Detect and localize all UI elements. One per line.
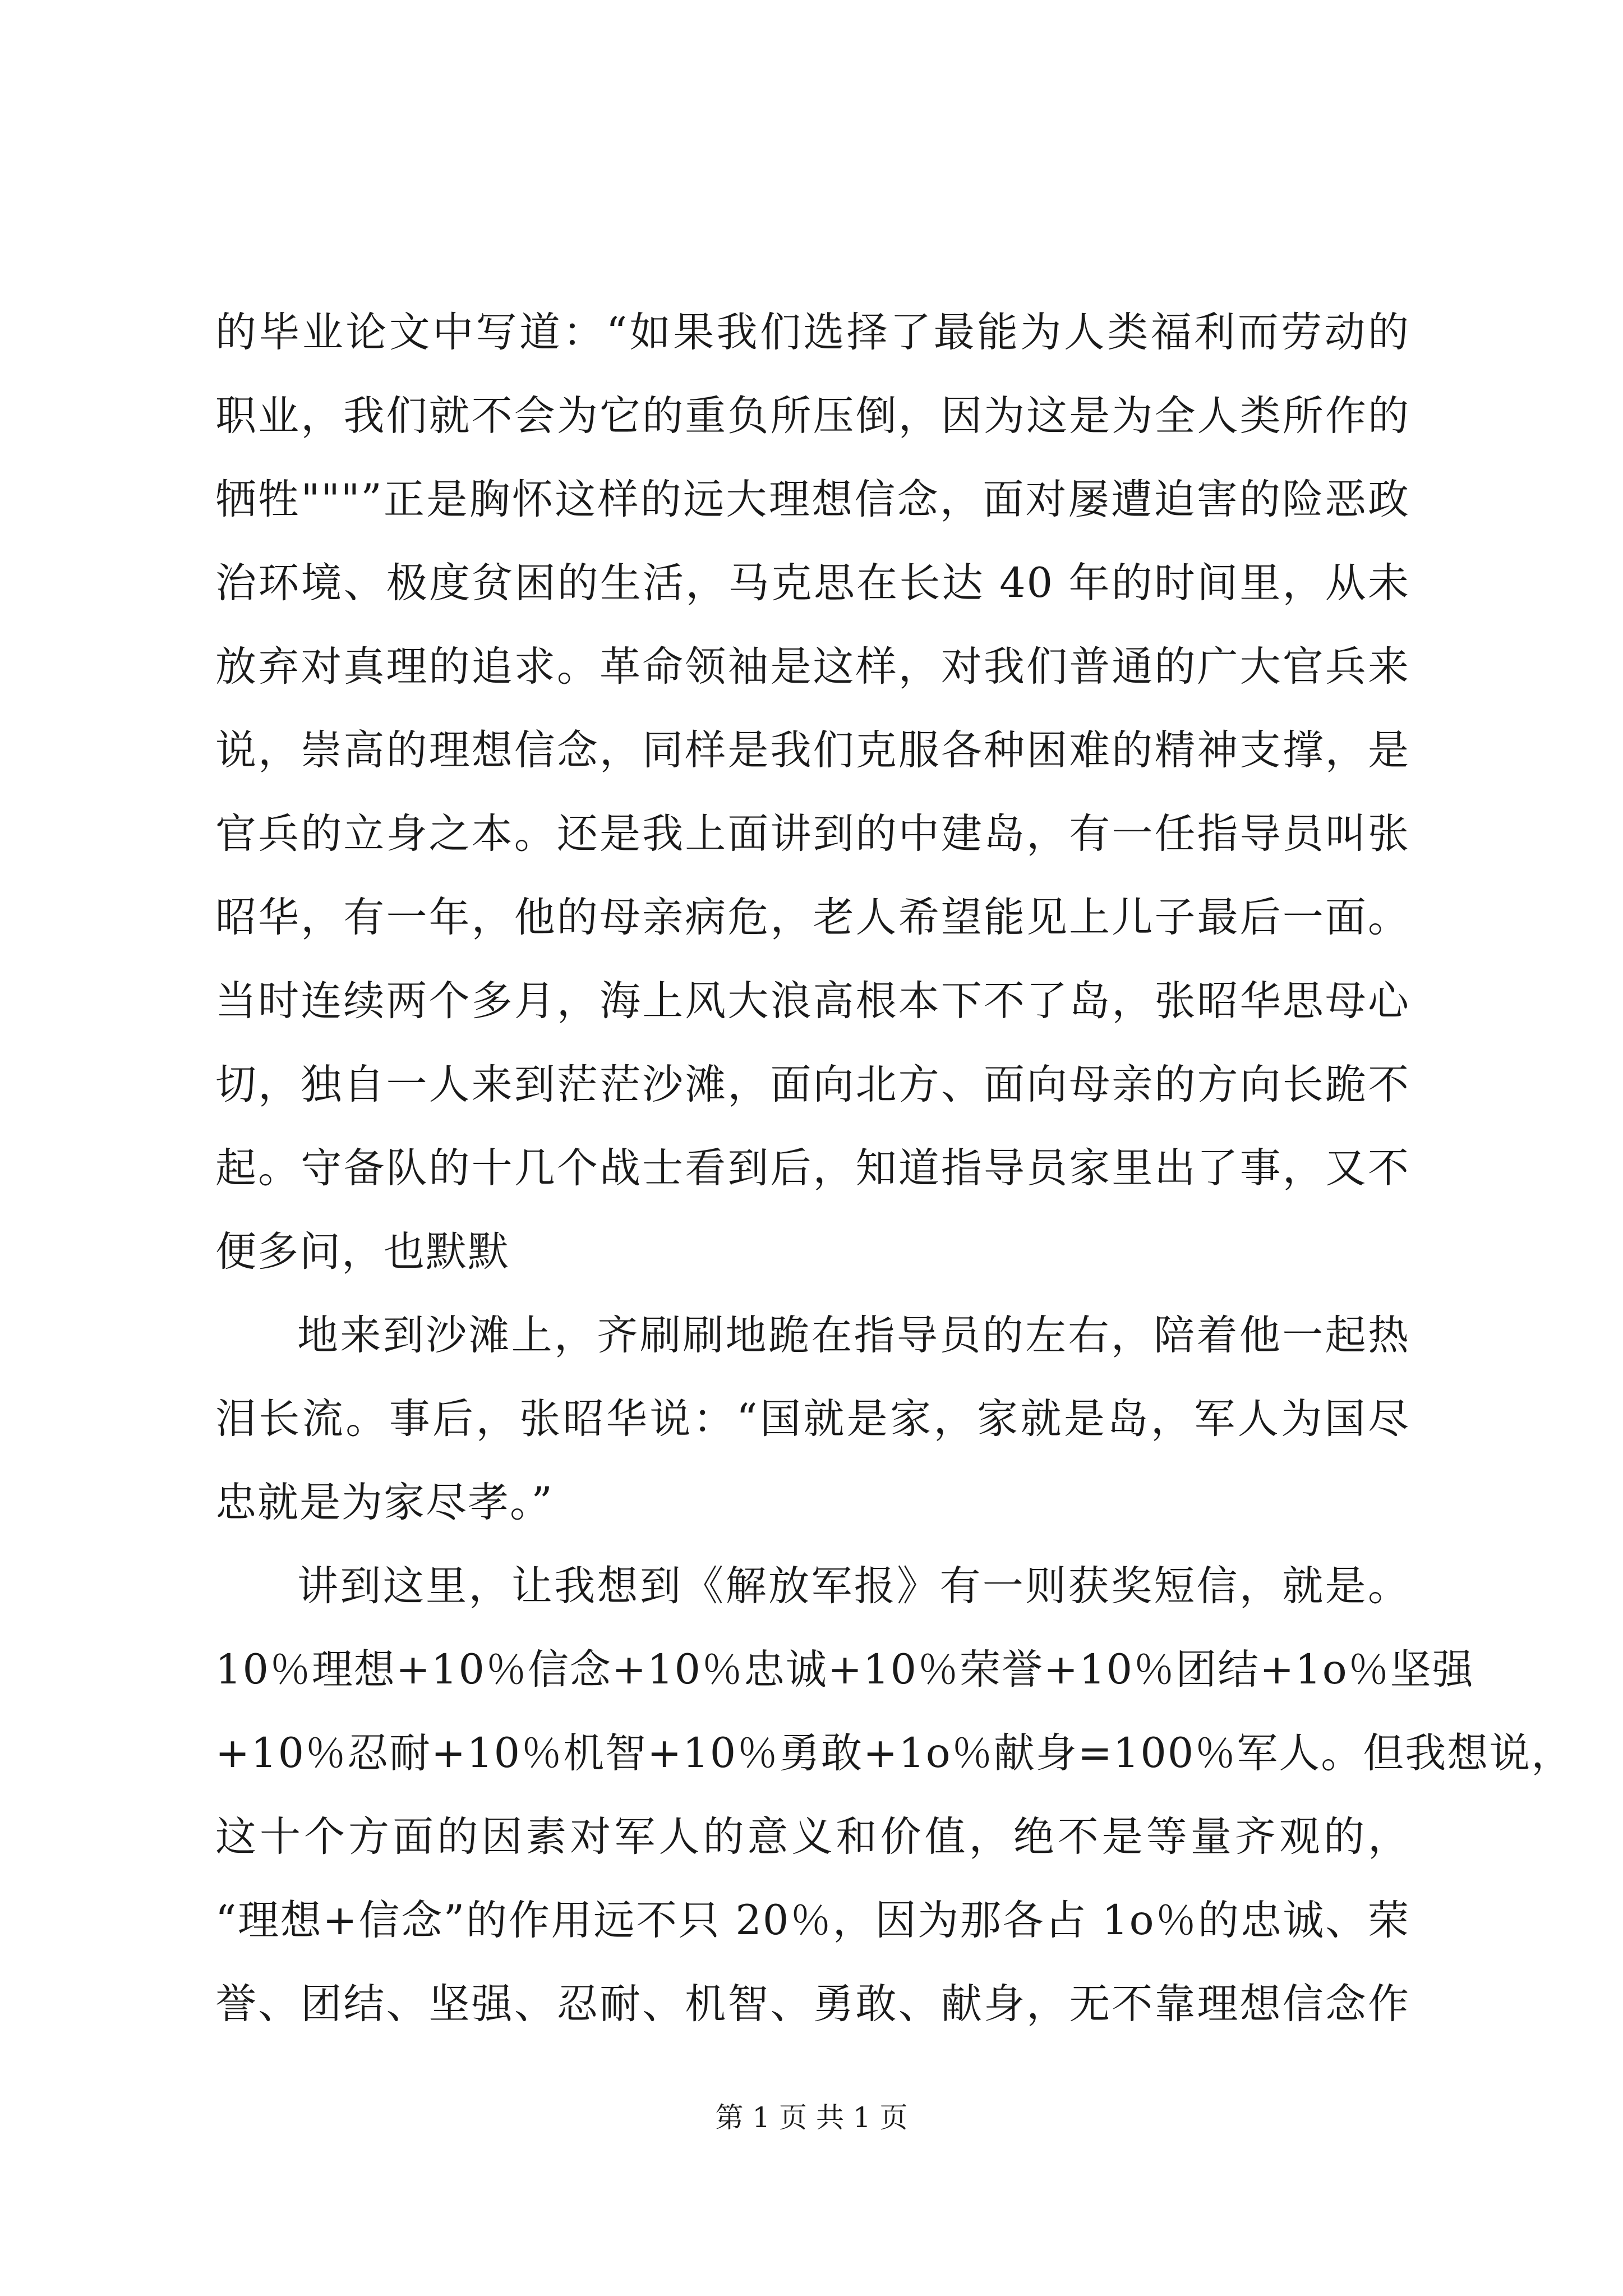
page-number-footer: 第 1 页 共 1 页: [715, 2101, 908, 2134]
text-line: 誉、团结、坚强、忍耐、机智、勇敢、献身，无不靠理想信念作: [215, 1980, 1410, 2028]
text-line: 的毕业论文中写道：“如果我们选择了最能为人类福利而劳动的: [215, 309, 1410, 356]
text-line: 官兵的立身之本。还是我上面讲到的中建岛，有一任指导员叫张: [215, 810, 1410, 858]
paragraph-first-line: 讲到这里，让我想到《解放军报》有一则获奖短信，就是。: [297, 1562, 1410, 1610]
text-line: 当时连续两个多月，海上风大浪高根本下不了岛，张昭华思母心: [215, 977, 1410, 1025]
text-line: 放弃对真理的追求。革命领袖是这样，对我们普通的广大官兵来: [215, 643, 1410, 691]
text-line: 切，独自一人来到茫茫沙滩，面向北方、面向母亲的方向长跪不: [215, 1061, 1410, 1108]
text-line: 治环境、极度贫困的生活，马克思在长达 40 年的时间里，从未: [215, 559, 1410, 607]
text-line: 说，崇高的理想信念，同样是我们克服各种困难的精神支撑，是: [215, 726, 1410, 774]
paragraph-first-line: 地来到沙滩上，齐刷刷地跪在指导员的左右，陪着他一起热: [297, 1312, 1410, 1359]
text-line: 职业，我们就不会为它的重负所压倒，因为这是为全人类所作的: [215, 392, 1410, 440]
text-line: 泪长流。事后，张昭华说：“国就是家，家就是岛，军人为国尽: [215, 1395, 1410, 1443]
text-line: 便多问，也默默: [215, 1228, 510, 1276]
text-line: 昭华，有一年，他的母亲病危，老人希望能见上儿子最后一面。: [215, 894, 1410, 941]
text-line: 起。守备队的十几个战士看到后，知道指导员家里出了事，又不: [215, 1144, 1410, 1192]
text-line: 10％理想+10％信念+10％忠诚+10％荣誉+10％团结+1o％坚强: [215, 1646, 1474, 1694]
text-line: +10％忍耐+10％机智+10％勇敢+1o％献身=100％军人。但我想说，: [215, 1729, 1574, 1777]
text-line: 忠就是为家尽孝。”: [215, 1479, 554, 1526]
text-line: “理想+信念”的作用远不只 20％，因为那各占 1o％的忠诚、荣: [215, 1897, 1410, 1944]
text-line: 这十个方面的因素对军人的意义和价值，绝不是等量齐观的，: [215, 1813, 1410, 1861]
text-line: 牺牲"""”正是胸怀这样的远大理想信念，面对屡遭迫害的险恶政: [215, 476, 1410, 523]
